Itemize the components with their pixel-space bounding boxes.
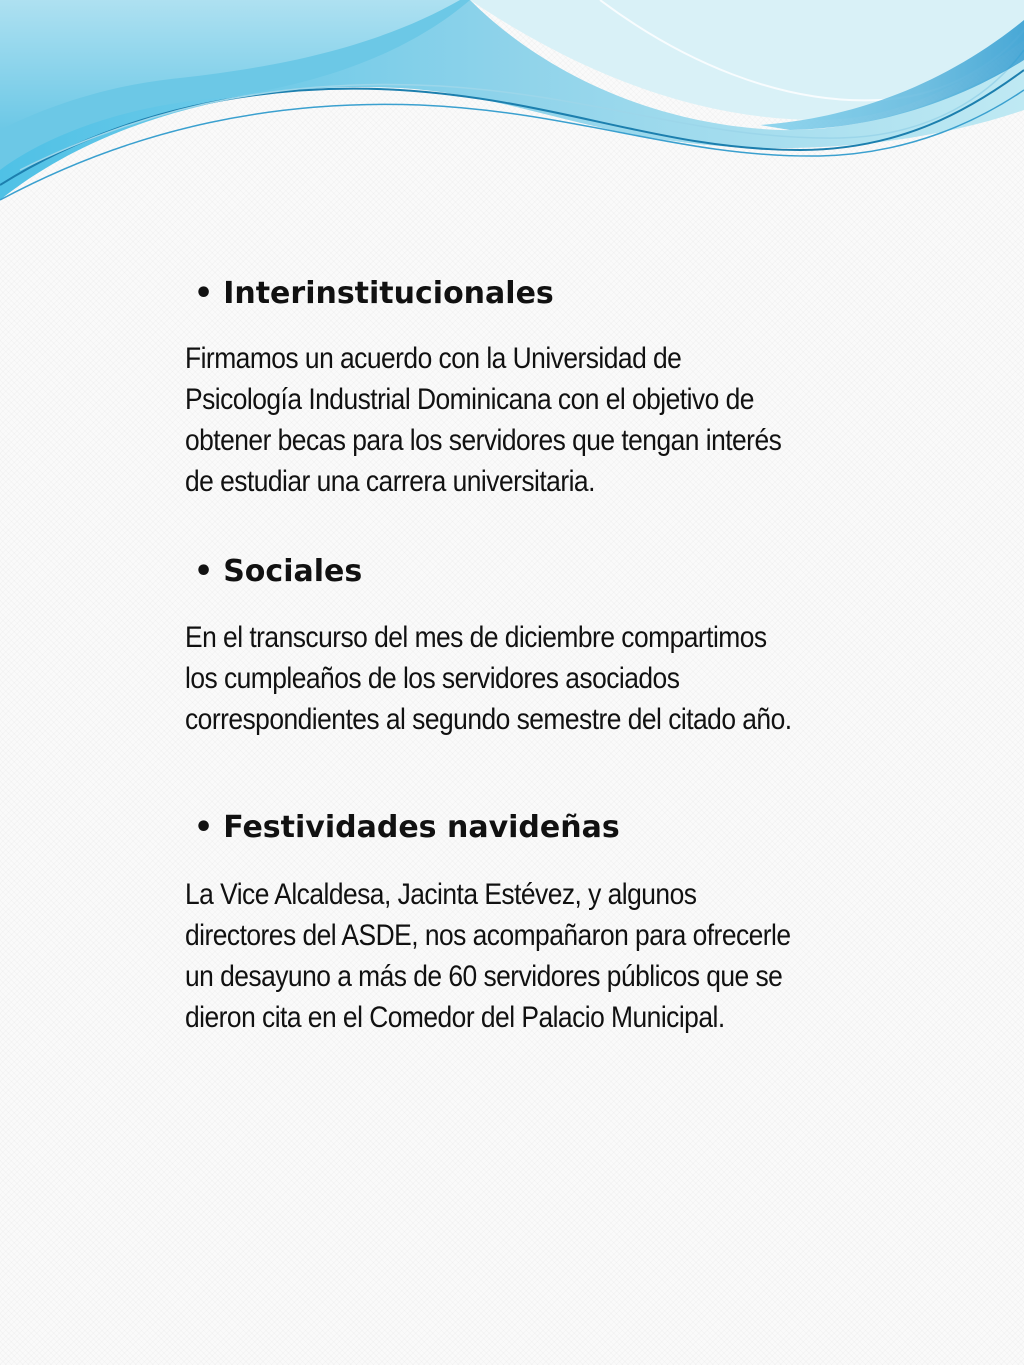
section-heading-festividades [194, 810, 620, 845]
body-line: directores del ASDE, nos acompañaron para ofrecerle [185, 919, 791, 952]
bullet-icon: • [194, 810, 214, 845]
body-line: obtener becas para los servidores que tengan interés [185, 424, 782, 457]
body-line: Firmamos un acuerdo con la Universidad de [185, 342, 682, 375]
body-line: La Vice Alcaldesa, Jacinta Estévez, y algunos [185, 878, 697, 911]
body-line: los cumpleaños de los servidores asociados [185, 662, 680, 695]
body-line: Psicología Industrial Dominicana con el objetivo de [185, 383, 754, 416]
section-heading-text: Interinstitucionales [223, 276, 554, 311]
section-body-interinstitucionales [185, 338, 792, 502]
body-line: dieron cita en el Comedor del Palacio Municipal. [185, 1001, 725, 1034]
section-heading-interinstitucionales [194, 276, 554, 311]
section-heading-text: Sociales [223, 554, 363, 589]
body-line: En el transcurso del mes de diciembre compartimos [185, 621, 767, 654]
section-heading-sociales [194, 554, 362, 589]
body-line: correspondientes al segundo semestre del citado año. [185, 703, 792, 736]
section-heading-text: Festividades navideñas [223, 810, 620, 845]
bullet-icon: • [194, 554, 214, 589]
bullet-icon: • [194, 276, 214, 311]
body-line: de estudiar una carrera universitaria. [185, 465, 595, 498]
section-body-festividades [185, 874, 792, 1038]
body-line: un desayuno a más de 60 servidores públicos que se [185, 960, 783, 993]
section-body-sociales [185, 617, 792, 740]
